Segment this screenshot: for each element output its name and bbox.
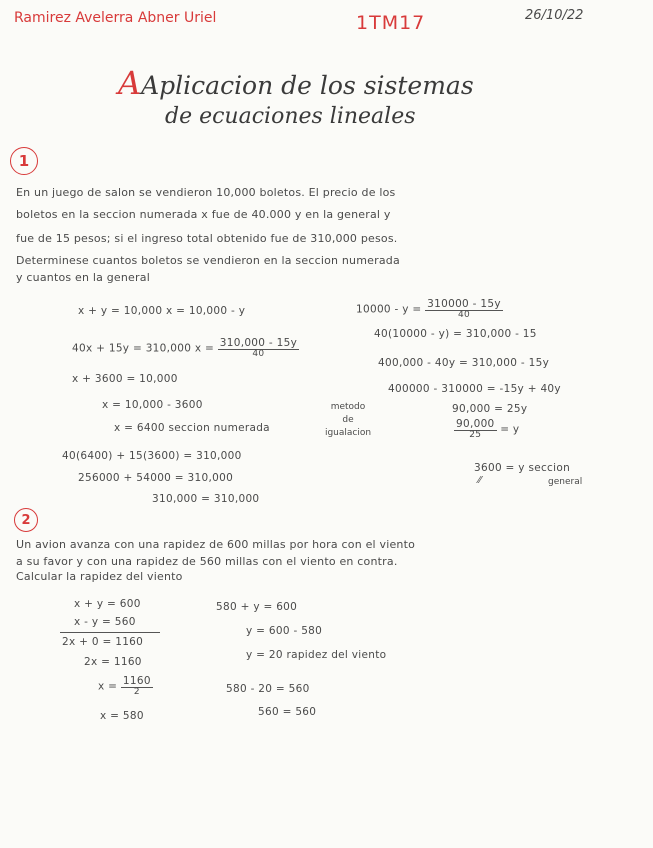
- p2-left-fraction: [121, 676, 153, 697]
- problem-2-number: 2: [14, 508, 38, 532]
- p2-left-step-3: 2x + 0 = 1160: [62, 636, 144, 648]
- p1-left-step-4: x = 10,000 - 3600: [102, 399, 203, 411]
- p2-left-step-5: [98, 676, 153, 697]
- method-label-3: igualacion: [324, 428, 372, 438]
- p1-right-fraction-1: [425, 299, 503, 320]
- p1-right-step-1-text: 10000 - y =: [356, 303, 422, 316]
- p1-right-fraction-2: [454, 419, 497, 440]
- method-label: [318, 401, 378, 440]
- problem-1-line-4: Determinese cuantos boletos se vendieron en la seccion numerada: [16, 254, 400, 267]
- group-code: 1TM17: [356, 12, 426, 34]
- problem-2-line-3: Calcular la rapidez del viento: [16, 570, 183, 583]
- p1-left-step-5: x = 6400 seccion numerada: [114, 422, 270, 434]
- p2-left-step-1: x + y = 600: [74, 598, 141, 610]
- p1-left-step-7: 256000 + 54000 = 310,000: [78, 472, 234, 484]
- p1-right-step-3: 400,000 - 40y = 310,000 - 15y: [378, 357, 550, 369]
- problem-1-line-2: boletos en la seccion numerada x fue de 40.000 y en la general y: [16, 208, 391, 221]
- student-name: Ramirez Avelerra Abner Uriel: [14, 10, 217, 26]
- p1-left-step-3: x + 3600 = 10,000: [72, 373, 178, 385]
- p1-right-step-7: 3600 = y seccion: [474, 462, 571, 474]
- p2-left-step-5-text: x =: [98, 680, 118, 693]
- p2-right-step-3: y = 20 rapidez del viento: [246, 649, 387, 661]
- p2-right-step-2: y = 600 - 580: [246, 625, 323, 637]
- p1-right-step-2: 40(10000 - y) = 310,000 - 15: [374, 328, 537, 340]
- title-line-2: de ecuaciones lineales: [165, 104, 416, 129]
- p2-right-step-5: 560 = 560: [258, 706, 317, 718]
- problem-1-line-1: En un juego de salon se vendieron 10,000 boletos. El precio de los: [16, 186, 396, 199]
- p2-left-step-6: x = 580: [100, 710, 144, 722]
- p1-right-fraction-1-num: 310000 - 15y: [427, 298, 501, 310]
- p1-left-step-2-text: 40x + 15y = 310,000 x =: [72, 342, 215, 355]
- p1-right-step-6-text: = y: [500, 423, 520, 436]
- cross-out-mark: ⁄⁄: [478, 475, 482, 486]
- p1-right-fraction-2-den: 25: [469, 430, 482, 441]
- p2-left-step-2: x - y = 560: [74, 616, 136, 628]
- p2-left-step-4: 2x = 1160: [84, 656, 142, 668]
- title-line-1-text: Aplicacion de los sistemas: [141, 71, 474, 100]
- p2-left-fraction-den: 2: [133, 687, 140, 698]
- p2-left-fraction-num: 1160: [122, 675, 151, 687]
- method-label-2: de: [342, 415, 354, 425]
- problem-1-number: 1: [10, 147, 38, 175]
- p1-left-step-2: [72, 338, 299, 359]
- p2-sum-line: [60, 632, 160, 633]
- p1-right-step-1: [356, 299, 503, 320]
- p1-right-step-4: 400000 - 310000 = -15y + 40y: [388, 383, 561, 395]
- problem-2-line-1: Un avion avanza con una rapidez de 600 millas por hora con el viento: [16, 538, 416, 551]
- title-line-1: AAplicacion de los sistemas: [118, 64, 474, 102]
- problem-1-line-5: y cuantos en la general: [16, 271, 150, 284]
- problem-2-line-2: a su favor y con una rapidez de 560 millas con el viento en contra.: [16, 555, 398, 568]
- problem-1-line-3: fue de 15 pesos; si el ingreso total obtenido fue de 310,000 pesos.: [16, 232, 398, 245]
- p1-left-step-6: 40(6400) + 15(3600) = 310,000: [62, 450, 242, 462]
- date: 26/10/22: [525, 8, 584, 23]
- p1-right-step-8: general: [548, 477, 583, 487]
- p1-right-fraction-1-den: 40: [457, 310, 471, 321]
- p1-right-fraction-2-num: 90,000: [456, 418, 495, 430]
- p1-left-fraction-num: 310,000 - 15y: [219, 337, 298, 349]
- p1-right-step-6: [454, 419, 519, 440]
- p2-right-step-1: 580 + y = 600: [216, 601, 298, 613]
- p1-right-step-5: 90,000 = 25y: [452, 403, 528, 415]
- p2-right-step-4: 580 - 20 = 560: [226, 683, 310, 695]
- p1-left-step-1: x + y = 10,000 x = 10,000 - y: [78, 305, 246, 317]
- p1-left-fraction: [218, 338, 299, 359]
- p1-left-step-8: 310,000 = 310,000: [152, 493, 260, 505]
- p1-left-fraction-den: 40: [252, 349, 265, 360]
- method-label-1: metodo: [330, 402, 366, 412]
